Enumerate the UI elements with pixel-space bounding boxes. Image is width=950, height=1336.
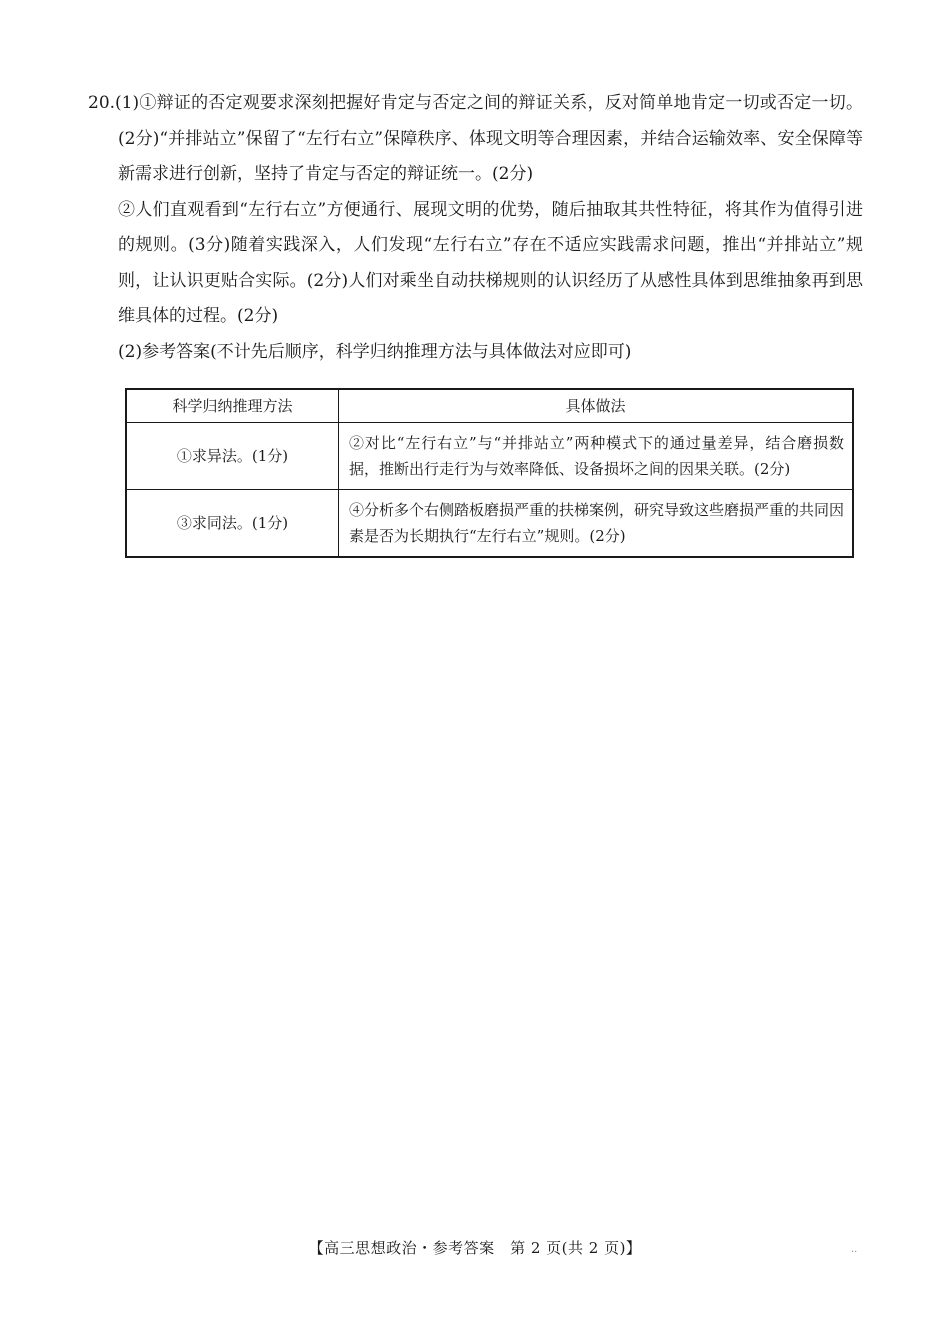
answer-block <box>88 86 863 370</box>
practice-cell: ④分析多个右侧踏板磨损严重的扶梯案例，研究导致这些磨损严重的共同因素是否为长期执行“左行右立”规则。(2分) <box>339 490 854 558</box>
header-method: 科学归纳推理方法 <box>126 389 339 423</box>
table-header-row <box>126 389 853 423</box>
table-row <box>126 423 853 490</box>
answer-paragraph-1 <box>88 86 863 193</box>
method-cell: ③求同法。(1分) <box>126 490 339 558</box>
question-number: 20. <box>88 93 116 113</box>
practice-cell: ②对比“左行右立”与“并排站立”两种模式下的通过量差异，结合磨损数据，推断出行走行为与效率降低、设备损坏之间的因果关联。(2分) <box>339 423 854 490</box>
header-practice: 具体做法 <box>339 389 854 423</box>
answer-paragraph-2: ②人们直观看到“左行右立”方便通行、展现文明的优势，随后抽取其共性特征，将其作为值得引进的规则。(3分)随着实践深入，人们发现“左行右立”存在不适应实践需求问题，推出“并排站立”规则，让认识更贴合实际。(2分)人们对乘坐自动扶梯规则的认识经历了从感性具体到思维抽象再到思维具体的过程。(2分) <box>118 199 863 326</box>
answer-part1-item1: (1)①辩证的否定观要求深刻把握好肯定与否定之间的辩证关系，反对简单地肯定一切或否定一切。(2分)“并排站立”保留了“左行右立”保障秩序、体现文明等合理因素，并结合运输效率、安全保障等新需求进行创新，坚持了肯定与否定的辩证统一。(2分) <box>115 93 863 184</box>
table-row <box>126 490 853 558</box>
method-cell: ①求异法。(1分) <box>126 423 339 490</box>
answer-part2-intro: (2)参考答案(不计先后顺序，科学归纳推理方法与具体做法对应即可) <box>118 341 632 362</box>
corner-mark: .. <box>851 1244 858 1255</box>
method-table <box>125 388 854 558</box>
page-footer: 【高三思想政治・参考答案 第 2 页(共 2 页)】 <box>308 1239 642 1257</box>
